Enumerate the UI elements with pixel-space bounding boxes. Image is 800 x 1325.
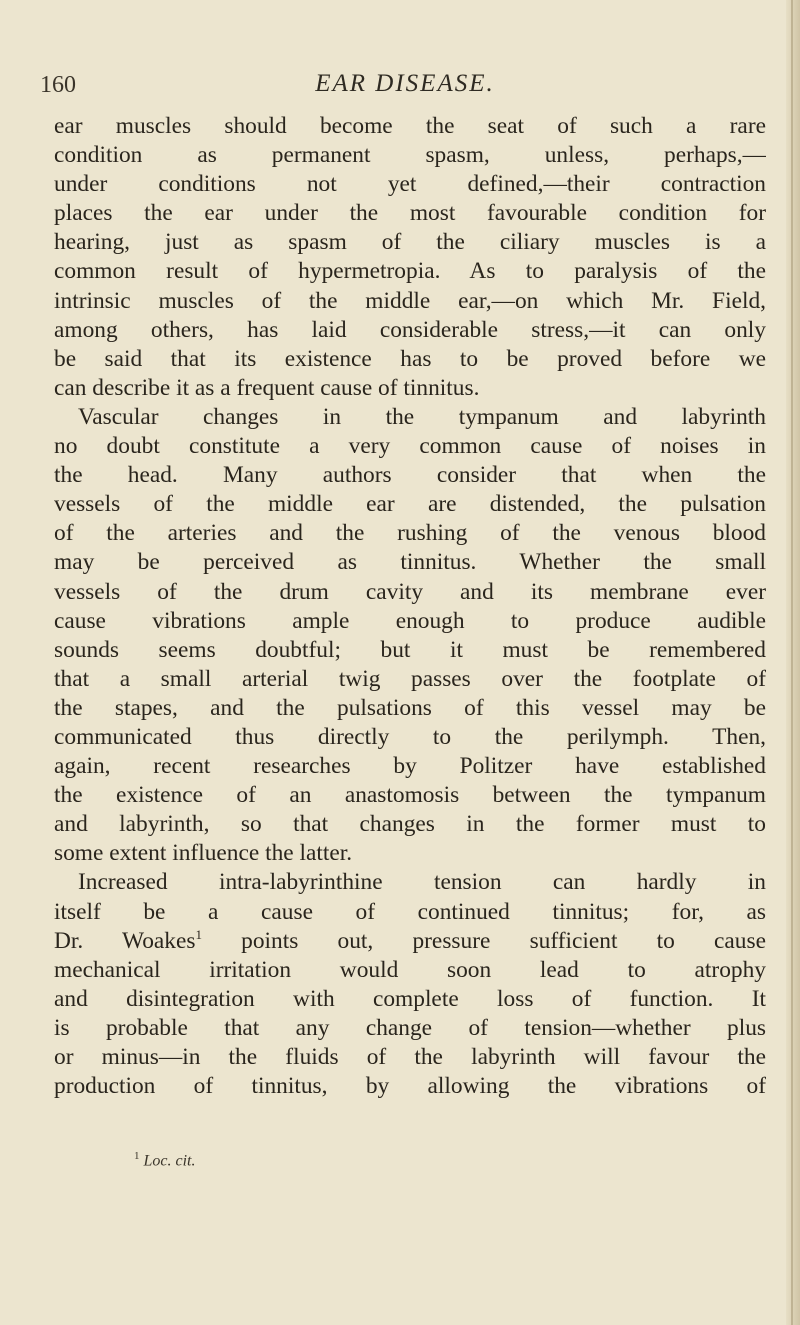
text-line: hearing, just as spasm of the ciliary muscles is a [54, 229, 766, 256]
text-line: among others, has laid considerable stress,—it can only [54, 316, 766, 343]
text-line: may be perceived as tinnitus. Whether the small [54, 549, 766, 576]
text-line: intrinsic muscles of the middle ear,—on which Mr. Field, [54, 287, 766, 314]
text-line: Increased intra-labyrinthine tension can hardly in [78, 869, 766, 896]
page-edge [786, 0, 800, 1325]
text-line: communicated thus directly to the perilymph. Then, [54, 723, 766, 750]
text-line: be said that its existence has to be proved before we [54, 345, 766, 372]
text-line: can describe it as a frequent cause of tinnitus. [54, 374, 480, 401]
text-line: or minus—in the fluids of the labyrinth will favour the [54, 1044, 766, 1070]
text-line: Vascular changes in the tympanum and labyrinth [78, 403, 766, 430]
text-line: again, recent researches by Politzer have established [54, 753, 766, 780]
text-line: of the arteries and the rushing of the venous blood [54, 520, 766, 547]
text-line: the stapes, and the pulsations of this vessel may be [54, 694, 766, 721]
text-line: under conditions not yet defined,—their contraction [54, 171, 766, 198]
body-text [54, 112, 766, 1101]
text-line: and disintegration with complete loss of function. It [54, 985, 766, 1012]
text-line: itself be a cause of continued tinnitus; for, as [54, 898, 766, 925]
text-line: vessels of the drum cavity and its membrane ever [54, 578, 766, 605]
text-line: no doubt constitute a very common cause of noises in [54, 433, 766, 460]
text-line: ear muscles should become the seat of such a rare [54, 113, 766, 139]
page-header [40, 64, 770, 104]
page-edge-line [791, 0, 793, 1325]
footnote-mark: 1 [134, 1150, 140, 1162]
page-number: 160 [40, 72, 76, 98]
footnote-text: Loc. cit. [143, 1152, 196, 1170]
text-line: the existence of an anastomosis between the tympanum [54, 782, 766, 809]
text-line: some extent influence the latter. [54, 840, 353, 867]
text-line: cause vibrations ample enough to produce audible [54, 607, 766, 634]
text-line: vessels of the middle ear are distended, the pulsation [54, 491, 766, 518]
footnote [134, 1150, 196, 1170]
text-line: common result of hypermetropia. As to paralysis of the [54, 258, 766, 285]
text-line: that a small arterial twig passes over the footplate of [54, 665, 766, 692]
text-fragment: Dr. Woakes [54, 927, 196, 954]
running-title: EAR DISEASE. [315, 70, 495, 97]
text-line: places the ear under the most favourable condition for [54, 200, 766, 227]
text-line: sounds seems doubtful; but it must be remembered [54, 636, 766, 663]
text-line: is probable that any change of tension—whether plus [54, 1014, 766, 1041]
text-fragment: points out, pressure sufficient to cause [241, 927, 766, 954]
text-line: mechanical irritation would soon lead to atrophy [54, 956, 766, 983]
text-line: condition as permanent spasm, unless, perhaps,— [54, 142, 766, 169]
text-line: and labyrinth, so that changes in the former must to [54, 811, 766, 838]
footnote-reference: 1 [195, 926, 202, 942]
text-line: the head. Many authors consider that when the [54, 462, 766, 489]
text-line-with-footnote-ref [54, 927, 766, 956]
text-line: production of tinnitus, by allowing the vibrations of [54, 1073, 766, 1100]
